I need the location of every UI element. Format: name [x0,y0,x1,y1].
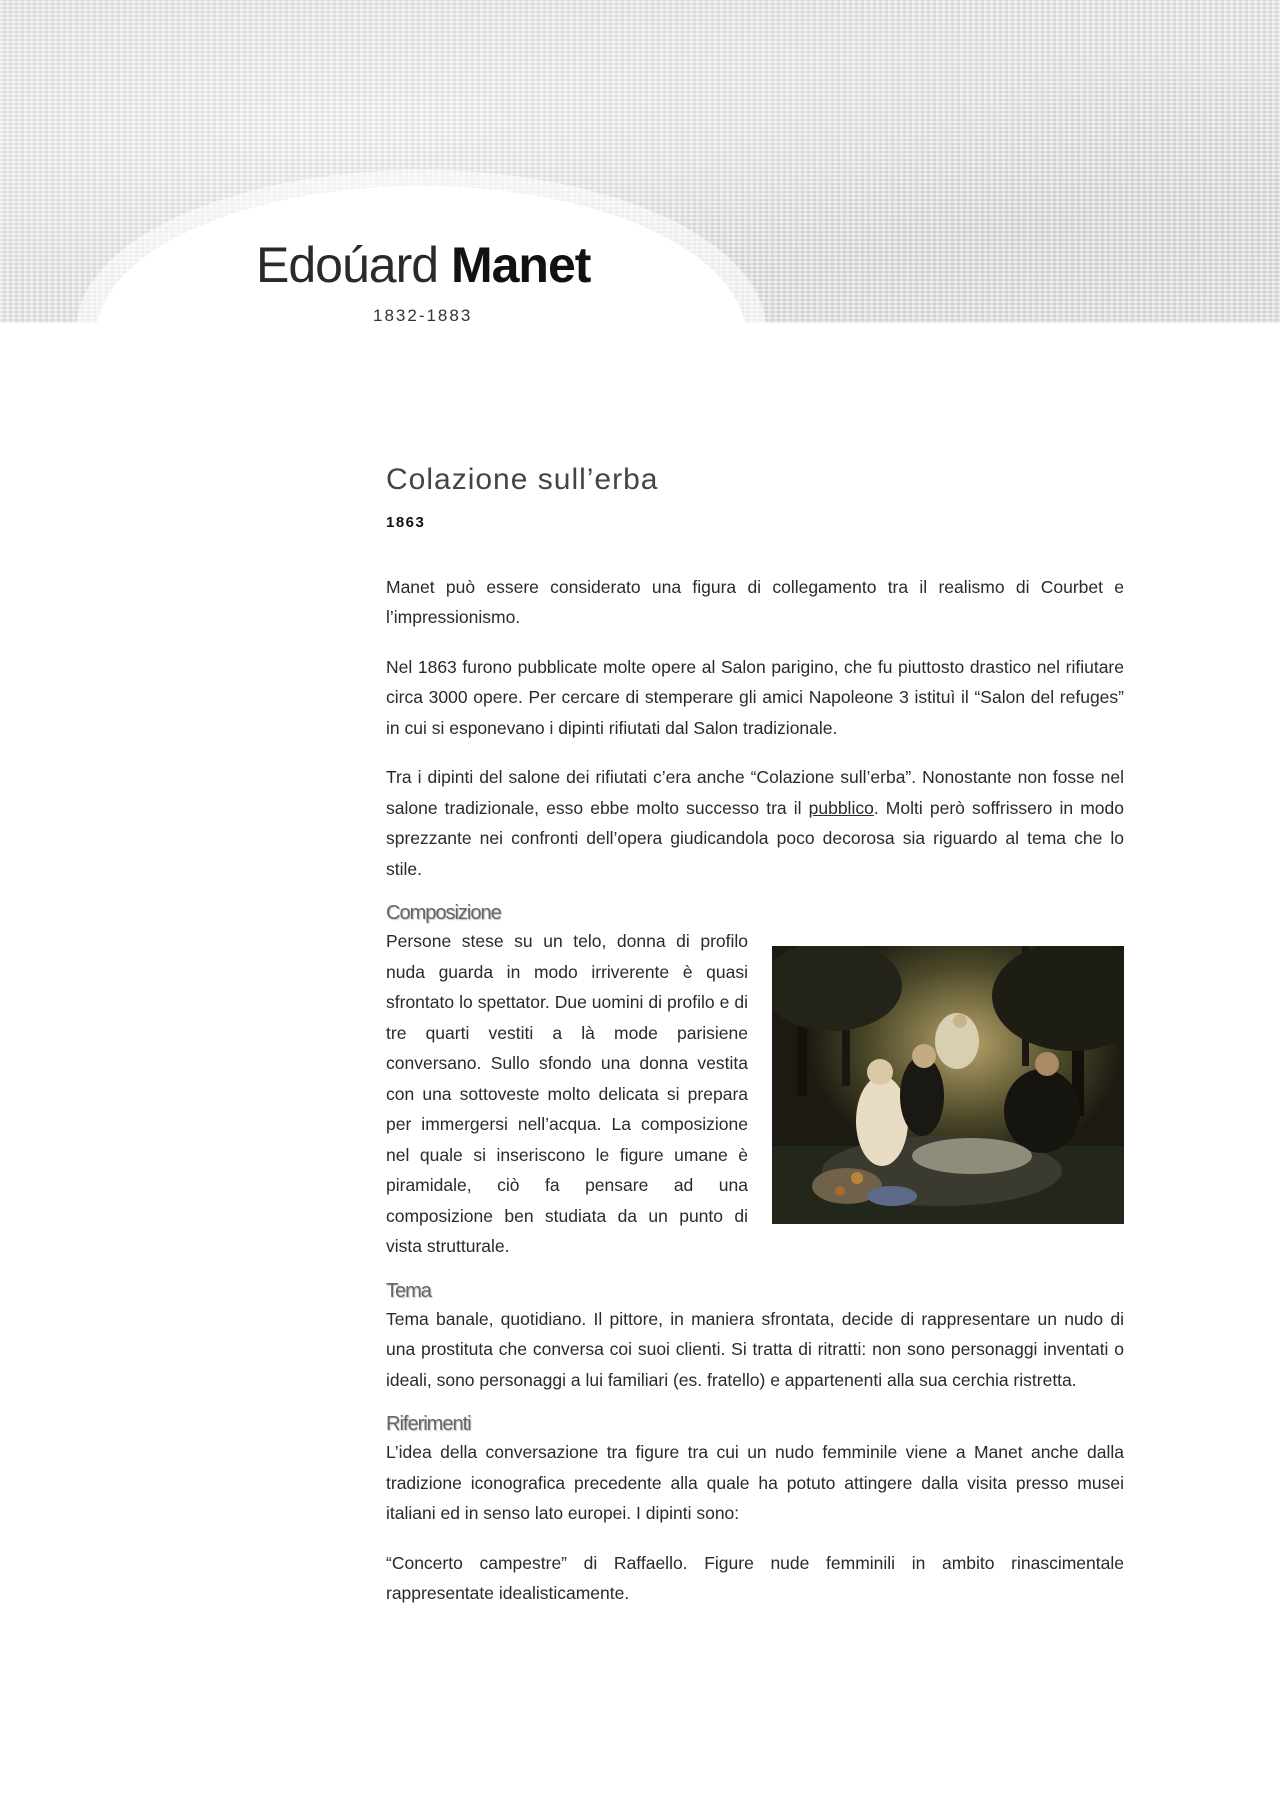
artist-title [256,237,591,293]
section-heading-tema: Tema [386,1279,431,1302]
intro-p3-after: . Molti però soffrissero in modo sprezzante nei confronti dell’opera giudicandola poco decorosa sia riguardo al tema che lo stile. [386,797,1124,879]
riferimenti-text: L’idea della conversazione tra figure tra cui un nudo femminile viene a Manet anche dalla tradizione iconografica precedente alla quale ha potuto attingere dalla visita presso musei italiani ed in senso lato europei. I dipinti sono: [386,1442,1124,1523]
intro-paragraph-1: Manet può essere considerato una figura di collegamento tra il realismo di Courbet e l’impressionismo. [386,576,1124,627]
pubblico-link[interactable]: pubblico [808,797,874,818]
work-year: 1863 [386,514,426,531]
artist-dates: 1832-1883 [373,306,473,325]
section-heading-composizione: Composizione [386,902,501,924]
artist-name [256,237,591,293]
article-body [386,462,1124,1609]
composizione-row [386,926,1124,1262]
painting-image [772,946,1124,1224]
intro-paragraph-3 [386,762,1124,884]
header-texture-band [0,0,1280,323]
section-heading-riferimenti: Riferimenti [386,1413,471,1435]
work-title: Colazione sull’erba [386,463,659,496]
riferimenti-text-2: “Concerto campestre” di Raffaello. Figure nude femminili in ambito rinascimentale rappresentate idealisticamente. [386,1552,1124,1603]
composizione-text: Persone stese su un telo, donna di profilo nuda guarda in modo irriverente è quasi sfrontato lo spettator. Due uomini di profilo e di tre quarti vestiti a là mode parisiene conversano. Sullo sfondo una donna vestita con una sottoveste molto delicata si prepara per immergersi nell’acqua. La composizione nel quale si inseriscono le figure umane è piramidale, ciò fa pensare ad una composizione ben studiata da un punto di vista strutturale. [386,931,748,1256]
painting-illustration [772,946,1124,1224]
intro-p3-before: Tra i dipinti del salone dei rifiutati c’era anche “Colazione sull’erba”. Nonostante non fosse nel salone tradizionale, esso ebbe molto successo tra il [386,767,1124,818]
artist-last-name: Manet [450,237,591,293]
artist-first-name: Edoúard [256,237,439,293]
intro-paragraph-2: Nel 1863 furono pubblicate molte opere al Salon parigino, che fu piuttosto drastico nel rifiutare circa 3000 opere. Per cercare di stemperare gli amici Napoleone 3 istituì il “Salon del refuges” in cui si esponevano i dipinti rifiutati dal Salon tradizionale. [386,656,1124,738]
tema-text: Tema banale, quotidiano. Il pittore, in maniera sfrontata, decide di rappresentare un nudo di una prostituta che conversa coi suoi clienti. Si tratta di ritratti: non sono personaggi inventati o ideali, sono personaggi a lui familiari (es. fratello) e appartenenti alla sua cerchia ristretta. [386,1308,1124,1390]
